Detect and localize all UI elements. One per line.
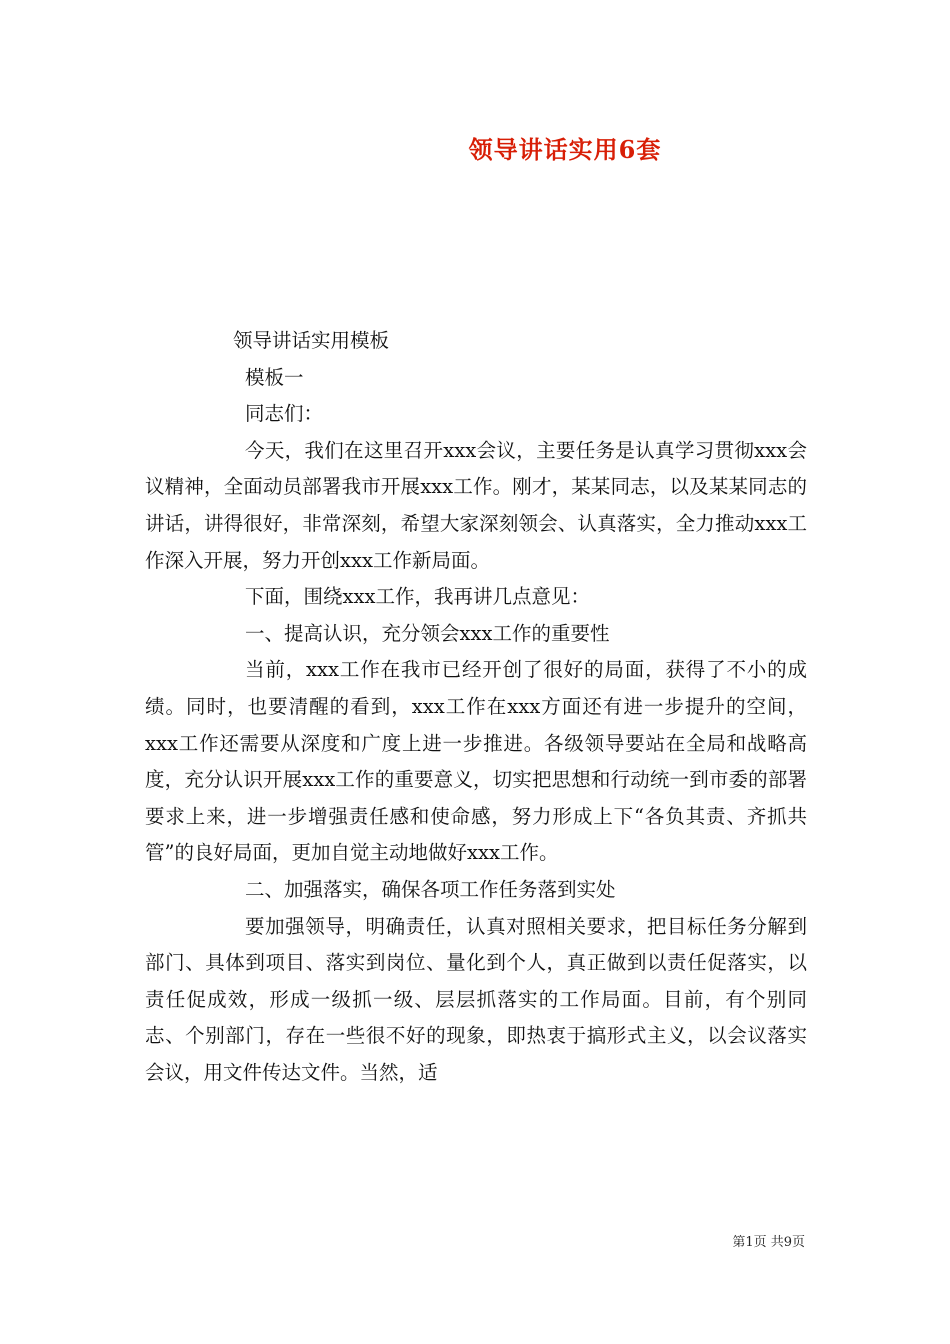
paragraph-salutation: 同志们： [245,402,324,426]
paragraph-opening: 今天，我们在这里召开xxx会议，主要任务是认真学习贯彻xxx会议精神，全面动员部署我市开展xxx工作。刚才，某某同志，以及某某同志的讲话，讲得很好，非常深刻，希望大家深刻领会、认真落实，全力推动xxx工作深入开展，努力开创xxx工作新局面。 [145,438,807,572]
paragraph-transition: 下面，围绕xxx工作，我再讲几点意见： [245,585,590,609]
section-heading-two: 二、加强落实，确保各项工作任务落到实处 [245,877,616,901]
paragraph-template-heading: 领导讲话实用模板 [233,329,390,352]
paragraph-template-one: 模板一 [245,365,304,389]
page-number: 第1页 共9页 [732,1235,805,1250]
paragraph-section-one: 当前，xxx工作在我市已经开创了很好的局面，获得了不小的成绩。同时，也要清醒的看到，xxx工作在xxx方面还有进一步提升的空间，xxx工作还需要从深度和广度上进一步推进。各级领导要站在全局和战略高度，充分认识开展xxx工作的重要意义，切实把思想和行动统一到市委的部署要求上来，进一步增强责任感和使命感，努力形成上下“各负其责、齐抓共管”的良好局面，更加自觉主动地做好xxx工作。 [145,658,807,865]
document-body [145,323,807,1091]
paragraph-section-two: 要加强领导，明确责任，认真对照相关要求，把目标任务分解到部门、具体到项目、落实到岗位、量化到个人，真正做到以责任促落实，以责任促成效，形成一级抓一级、层层抓落实的工作局面。目前，有个别同志、个别部门，存在一些很不好的现象，即热衷于搞形式主义，以会议落实会议，用文件传达文件。当然，适 [145,914,807,1084]
document-title: 领导讲话实用6套 [468,135,662,164]
section-heading-one: 一、提高认识，充分领会xxx工作的重要性 [245,621,610,645]
